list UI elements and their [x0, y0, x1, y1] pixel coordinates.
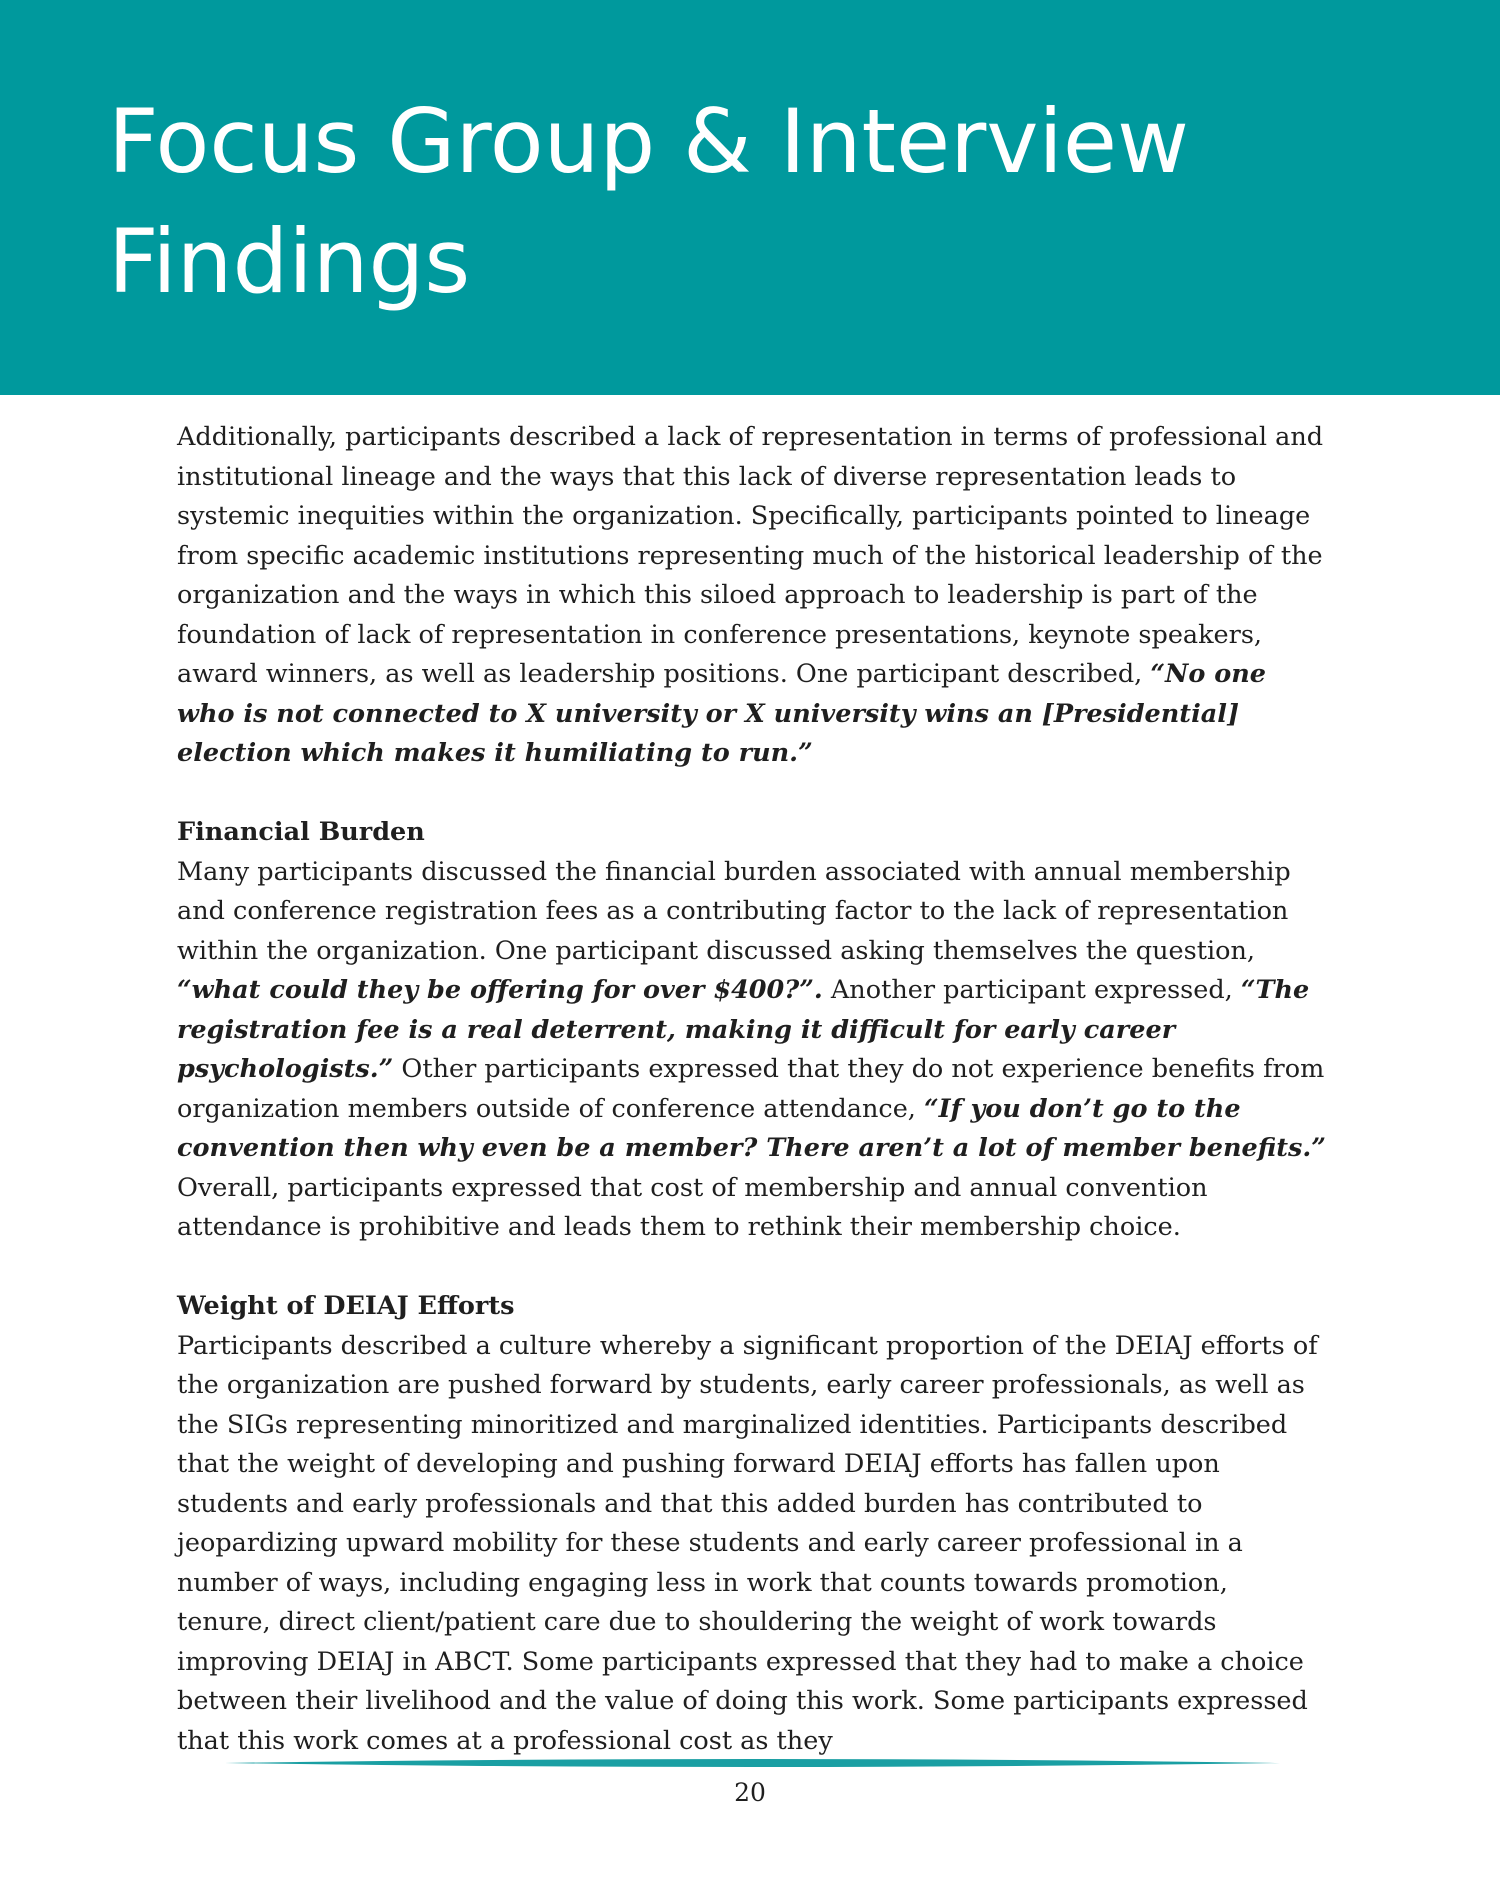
- paragraph-text: Overall, participants expressed that cost of membership and annual convention attendance is prohibitive and leads them to rethink their membership choice.: [177, 1172, 1208, 1242]
- page-title: Focus Group & Interview Findings: [108, 90, 1189, 313]
- section-heading-deiaj-efforts: Weight of DEIAJ Efforts: [177, 1291, 515, 1321]
- paragraph-financial-burden: [177, 853, 1327, 1248]
- paragraph-representation: [177, 418, 1327, 774]
- footer-rule: [225, 1756, 1280, 1770]
- paragraph-text: Participants described a culture whereby a significant proportion of the DEIAJ efforts of the organization are pushed forward by students, early career professionals, as well as the SIGs representing minoritized and marginalized identities. Participants described that the weight of developing and pushing forward DEIAJ efforts has fallen upon students and early professionals and that this added burden has contributed to jeopardizing upward mobility for these students and early career professional in a number of ways, including engaging less in work that counts towards promotion, tenure, direct client/patient care due to shouldering the weight of work towards improving DEIAJ in ABCT. Some participants expressed that they had to make a choice between their livelihood and the value of doing this work. Some participants expressed that this work comes at a professional cost as they: [177, 1330, 1318, 1756]
- page-number: 20: [734, 1778, 766, 1807]
- header-band: [0, 0, 1500, 395]
- paragraph-text: Another participant expressed,: [822, 975, 1241, 1005]
- participant-quote: “No one who is not connected to X university or X university wins an [Presidential] election which makes it humiliating to run.”: [177, 659, 1267, 768]
- participant-quote: “The registration fee is a real deterrent, making it difficult for early career psychologists.”: [177, 975, 1310, 1084]
- section-heading-financial-burden: Financial Burden: [177, 817, 425, 847]
- paragraph-deiaj-efforts: [177, 1327, 1327, 1762]
- paragraph-text: Many participants discussed the financial burden associated with annual membership and conference registration fees as a contributing factor to the lack of representation within the organization. One participant discussed asking themselves the question,: [177, 856, 1291, 966]
- main-content: [177, 418, 1327, 1761]
- paragraph-gap: [177, 774, 1327, 814]
- paragraph-text: Additionally, participants described a lack of representation in terms of professional and institutional lineage and the ways that this lack of diverse representation leads to systemic inequities within the organization. Specifically, participants pointed to lineage from specific academic institutions representing much of the historical leadership of the organization and the ways in which this siloed approach to leadership is part of the foundation of lack of representation in conference presentations, keynote speakers, award winners, as well as leadership positions. One participant described,: [177, 422, 1324, 689]
- paragraph-text: Other participants expressed that they do not experience benefits from organization members outside of conference attendance,: [177, 1054, 1325, 1124]
- participant-quote: “If you don’t go to the convention then why even be a member? There aren’t a lot of member benefits.”: [177, 1093, 1326, 1163]
- participant-quote: “what could they be offering for over $400?”.: [177, 975, 823, 1005]
- paragraph-gap: [177, 1248, 1327, 1288]
